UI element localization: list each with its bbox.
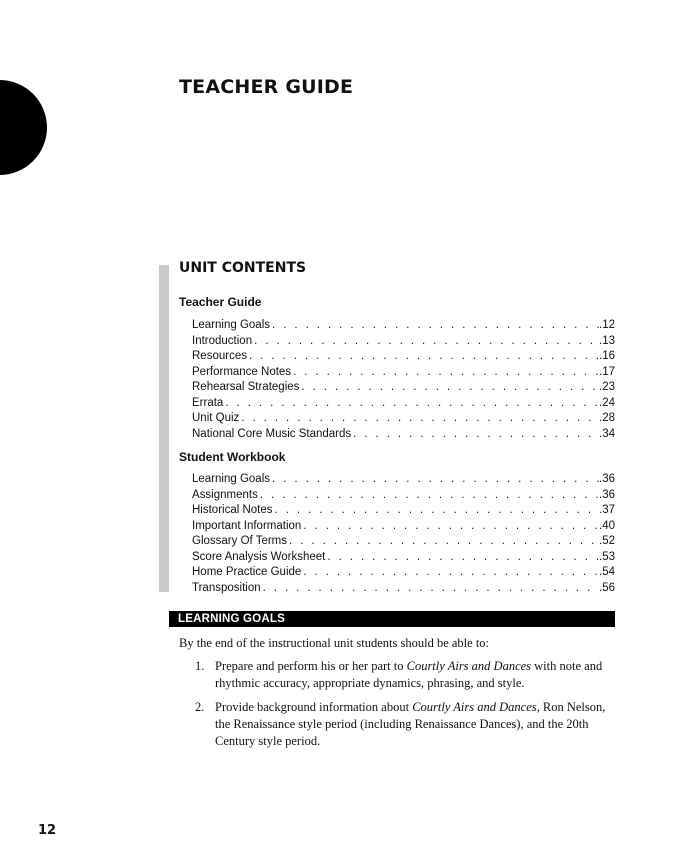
toc-item-page: .17 — [599, 365, 615, 378]
toc-item[interactable] — [192, 318, 615, 334]
toc-item-page: .54 — [599, 566, 615, 578]
toc-item-page: .40 — [599, 519, 615, 532]
goal-text-before: Prepare and perform his or her part to — [215, 659, 407, 673]
goal-text-after: Ron Nelson, the Renaissance style period (including Renaissance Dances), and the 20th Century style period. — [215, 700, 606, 748]
toc-item[interactable] — [192, 334, 615, 350]
toc-item-label: National Core Music Standards — [192, 427, 352, 440]
toc-item-page: .24 — [599, 396, 615, 409]
goal-text-before: Provide background information about — [215, 700, 413, 714]
toc-section-heading-teacher-guide: Teacher Guide — [179, 295, 262, 309]
toc-item-page: .52 — [599, 535, 615, 547]
toc-item-label: Learning Goals — [192, 319, 270, 331]
toc-item-label: Home Practice Guide — [192, 566, 302, 578]
toc-item-label: Learning Goals — [192, 473, 270, 485]
toc-leader-dots — [273, 503, 599, 519]
toc-leader-dots — [291, 365, 599, 381]
toc-leader-dots — [252, 334, 599, 350]
page-title: TEACHER GUIDE — [179, 76, 354, 98]
toc-item-page: .36 — [599, 473, 615, 485]
learning-goals-intro: By the end of the instructional unit students should be able to: — [179, 636, 490, 650]
toc-section-heading-student-workbook: Student Workbook — [179, 450, 286, 464]
toc-item-label: Historical Notes — [192, 504, 273, 516]
toc-item[interactable] — [192, 427, 615, 443]
toc-item[interactable] — [192, 349, 615, 365]
toc-item-label: Score Analysis Worksheet — [192, 550, 326, 563]
goal-number: 1. — [195, 659, 205, 673]
toc-item[interactable] — [192, 396, 615, 412]
toc-item-page: .34 — [599, 427, 615, 440]
toc-item[interactable] — [192, 519, 615, 535]
toc-item-page: .53 — [599, 550, 615, 563]
toc-leader-dots — [351, 427, 599, 443]
toc-item[interactable] — [192, 365, 615, 381]
goal-number: 2. — [195, 700, 205, 714]
learning-goal-item — [179, 699, 615, 750]
toc-item-label: Performance Notes — [192, 365, 292, 378]
toc-list-student-workbook — [192, 472, 615, 596]
toc-item[interactable] — [192, 472, 615, 488]
toc-leader-dots — [258, 488, 599, 504]
toc-item[interactable] — [192, 565, 615, 581]
toc-item-page: .13 — [599, 334, 615, 347]
toc-item-label: Introduction — [192, 334, 253, 347]
toc-item-label: Assignments — [192, 488, 258, 501]
toc-item-page: .12 — [599, 319, 615, 331]
toc-leader-dots — [287, 534, 599, 550]
learning-goals-heading: LEARNING GOALS — [169, 611, 615, 627]
chapter-tab-marker — [0, 80, 47, 175]
toc-item-page: .23 — [599, 381, 615, 393]
toc-item[interactable] — [192, 550, 615, 566]
toc-leader-dots — [261, 581, 599, 597]
toc-item-label: Rehearsal Strategies — [192, 381, 300, 393]
toc-item[interactable] — [192, 411, 615, 427]
toc-item[interactable] — [192, 503, 615, 519]
toc-list-teacher-guide — [192, 318, 615, 442]
toc-item-label: Unit Quiz — [192, 412, 240, 424]
toc-item-page: .37 — [599, 504, 615, 516]
toc-leader-dots — [301, 565, 599, 581]
toc-item-label: Resources — [192, 350, 247, 362]
toc-item-label: Errata — [192, 396, 224, 409]
toc-leader-dots — [239, 411, 599, 427]
toc-item[interactable] — [192, 581, 615, 597]
goal-work-title: Courtly Airs and Dances, — [412, 700, 540, 714]
toc-leader-dots — [325, 550, 599, 566]
toc-leader-dots — [299, 380, 599, 396]
toc-item-label: Transposition — [192, 581, 261, 594]
toc-item-label: Glossary Of Terms — [192, 535, 287, 547]
toc-item-page: .36 — [599, 488, 615, 501]
toc-leader-dots — [270, 318, 599, 334]
unit-contents-box — [159, 260, 615, 594]
toc-item[interactable] — [192, 380, 615, 396]
toc-item[interactable] — [192, 534, 615, 550]
learning-goals-list — [179, 658, 615, 757]
goal-text-after: with note and rhythmic accuracy, appropriate dynamics, phrasing, and style. — [215, 659, 603, 690]
toc-leader-dots — [301, 519, 599, 535]
page-number: 12 — [38, 823, 57, 838]
goal-work-title: Courtly Airs and Dances — [406, 659, 532, 673]
learning-goal-item — [179, 658, 615, 692]
toc-item-label: Important Information — [192, 519, 302, 532]
toc-item-page: .56 — [599, 581, 615, 594]
toc-leader-dots — [247, 349, 599, 365]
toc-item-page: .28 — [599, 412, 615, 424]
toc-item-page: .16 — [599, 350, 615, 362]
contents-side-bar — [159, 265, 169, 592]
unit-contents-title: UNIT CONTENTS — [179, 260, 307, 276]
toc-item[interactable] — [192, 488, 615, 504]
toc-leader-dots — [270, 472, 599, 488]
toc-leader-dots — [223, 396, 599, 412]
